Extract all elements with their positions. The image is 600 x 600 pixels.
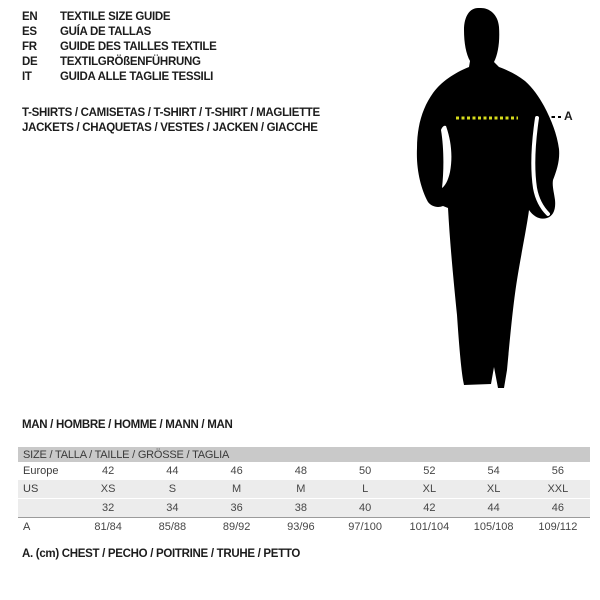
cell: XL — [397, 480, 461, 499]
language-code: EN — [22, 10, 38, 23]
cell: 38 — [269, 499, 333, 518]
language-label: GUIDE DES TAILLES TEXTILE — [60, 40, 217, 53]
language-row — [22, 39, 217, 54]
cell: 46 — [526, 499, 590, 518]
cell: 44 — [166, 465, 179, 477]
jackets-line: JACKETS / CHAQUETAS / VESTES / JACKEN / GIACCHE — [22, 122, 318, 134]
size-table-header-row — [18, 447, 590, 462]
row-label: Europe — [23, 465, 59, 477]
language-row — [22, 69, 217, 84]
measure-label-a: A — [564, 109, 573, 123]
language-code: ES — [22, 25, 37, 38]
cell: 36 — [205, 499, 269, 518]
language-code: IT — [22, 70, 32, 83]
table-row-chest — [18, 518, 590, 537]
man-silhouette — [400, 0, 600, 400]
cell: S — [140, 480, 204, 499]
product-categories — [22, 106, 320, 136]
cell: 50 — [359, 465, 372, 477]
language-row — [22, 9, 217, 24]
cell: 85/88 — [140, 518, 204, 537]
language-label: TEXTILGRÖßENFÜHRUNG — [60, 55, 201, 68]
table-row-us — [18, 480, 590, 499]
row-label: A — [18, 518, 76, 537]
cell: XL — [462, 480, 526, 499]
cell: XS — [76, 480, 140, 499]
language-code: FR — [22, 40, 37, 53]
language-label: TEXTILE SIZE GUIDE — [60, 10, 171, 23]
cell: 56 — [551, 465, 564, 477]
tshirts-line: T-SHIRTS / CAMISETAS / T-SHIRT / T-SHIRT / MAGLIETTE — [22, 107, 320, 119]
cell: 40 — [333, 499, 397, 518]
language-list — [22, 9, 217, 84]
table-row-europe — [18, 462, 590, 480]
cell: 101/104 — [397, 518, 461, 537]
cell: XXL — [526, 480, 590, 499]
cell: 48 — [294, 465, 307, 477]
language-row — [22, 54, 217, 69]
size-table-header: SIZE / TALLA / TAILLE / GRÖSSE / TAGLIA — [18, 447, 590, 462]
cell: 97/100 — [333, 518, 397, 537]
cell: 42 — [102, 465, 115, 477]
cell: 93/96 — [269, 518, 333, 537]
row-label: US — [18, 480, 76, 499]
cell: 105/108 — [462, 518, 526, 537]
measurement-footnote: A. (cm) CHEST / PECHO / POITRINE / TRUHE / PETTO — [22, 548, 301, 560]
gender-caption: MAN / HOMBRE / HOMME / MANN / MAN — [22, 419, 233, 431]
cell: 46 — [230, 465, 243, 477]
cell: 81/84 — [76, 518, 140, 537]
size-table — [18, 447, 590, 536]
language-label: GUÍA DE TALLAS — [60, 25, 151, 38]
table-row-uk — [18, 499, 590, 518]
cell: 54 — [487, 465, 500, 477]
language-code: DE — [22, 55, 38, 68]
cell: 89/92 — [205, 518, 269, 537]
language-label: GUIDA ALLE TAGLIE TESSILI — [60, 70, 214, 83]
row-label — [18, 499, 76, 518]
cell: 109/112 — [526, 518, 590, 537]
cell: M — [205, 480, 269, 499]
language-row — [22, 24, 217, 39]
cell: 34 — [140, 499, 204, 518]
cell: 42 — [397, 499, 461, 518]
cell: 44 — [462, 499, 526, 518]
cell: M — [269, 480, 333, 499]
cell: 32 — [76, 499, 140, 518]
cell: L — [333, 480, 397, 499]
cell: 52 — [423, 465, 436, 477]
